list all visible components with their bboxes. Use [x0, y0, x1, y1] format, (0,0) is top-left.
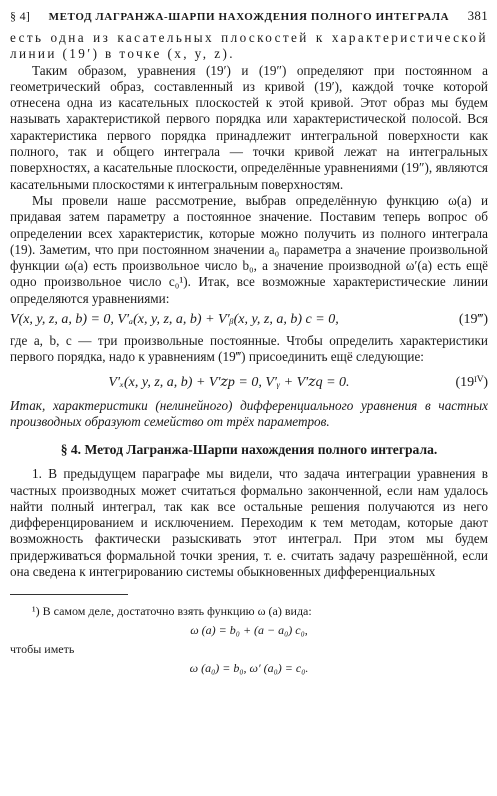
- page: [10, 8, 488, 679]
- footnote-rule: [10, 594, 128, 595]
- equation-19-iv-tag: (19ᴵⱽ): [455, 374, 488, 390]
- equation-19-iv-body: V′ₓ(x, y, z, a, b) + V′𝑧p = 0, V′ᵧ + V′𝑧q = 0.: [108, 374, 350, 390]
- paragraph-1: есть одна из касательных плоскостей к характеристической линии (19′) в точке (x, y, z).: [10, 30, 488, 62]
- footnote-equation-1: ω (a) = b₀ + (a − a₀) c₀,: [190, 623, 308, 638]
- paragraph-6: 1. В предыдущем параграфе мы видели, что задача интеграции уравнения в частных производных может считаться формально законченной, если нам удалось найти полный интеграл, так как все остальные решения получаются из него дифференцированием и исключением. Переходим к тем методам, которые дают возможность фактически разыскивать этот интеграл. При этом мы будем придерживаться формальной точки зрения, т. е. считать задачу разрешённой, если она сведена к интегрированию системы обыкновенных дифференциальных: [10, 466, 488, 580]
- paragraph-5-text: Итак, характеристики (нелинейного) дифференциального уравнения в частных производных образуют семейство от трёх параметров.: [10, 397, 488, 429]
- equation-19-triple-prime: [10, 307, 488, 333]
- equation-19-iv: [10, 370, 488, 396]
- footnote-mid-text: чтобы иметь: [10, 642, 75, 657]
- paragraph-4: где a, b, c — три произвольные постоянные. Чтобы определить характеристики первого порядка, надо к уравнениям (19‴) присоединить ещё следующие:: [10, 333, 488, 365]
- header-title: МЕТОД ЛАГРАНЖА-ШАРПИ НАХОЖДЕНИЯ ПОЛНОГО ИНТЕГРАЛА: [48, 11, 450, 23]
- header-section: § 4]: [10, 9, 31, 23]
- equation-19-triple-prime-body: V(x, y, z, a, b) = 0, V′ₐ(x, y, z, a, b) + V′ᵦ(x, y, z, a, b) c = 0,: [10, 312, 339, 328]
- footnote-text: ¹) В самом деле, достаточно взять функцию ω (a) вида:: [32, 604, 312, 619]
- section-heading: § 4. Метод Лагранжа-Шарпи нахождения полного интеграла.: [60, 442, 438, 458]
- page-number: 381: [467, 8, 488, 23]
- running-header: [10, 8, 488, 30]
- footnote-equation-2: ω (a₀) = b₀, ω′ (a₀) = c₀.: [189, 661, 309, 676]
- paragraph-3: Мы провели наше рассмотрение, выбрав определённую функцию ω(a) и придавая затем параметру a постоянное значение. Поставим теперь вопрос об определении всех характеристик, которые можно получить из полного интеграла (19). Заметим, что при постоянном значении a₀ параметра a значение произвольной функции ω(a) есть произвольное число b₀, а значение производной ω′(a) есть ещё одно произвольное число c₀¹). Итак, все возможные характеристические линии определяются уравнениями:: [10, 192, 488, 306]
- equation-19-triple-prime-tag: (19‴): [458, 312, 488, 328]
- paragraph-5: [10, 398, 488, 431]
- paragraph-2: Таким образом, уравнения (19′) и (19″) определяют при постоянном a геометрический образ, составленный из кривой (19′), каждой точке которой отнесена одна из касательных плоскостей к этой кривой. Этот образ мы будем называть характеристикой первого порядка или характеристической полосой. Вся характеристика первого порядка принадлежит интегральной поверхности как полного, так и общего интеграла — точки кривой лежат на интегральных поверхностях, а касательные плоскости, определённые уравнениями (19″), являются касательными плоскостями к интегральным поверхностям.: [10, 62, 488, 192]
